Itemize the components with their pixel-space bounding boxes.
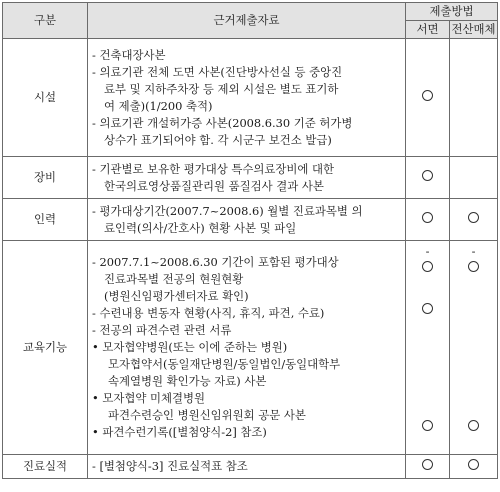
header-method: 제출방법 [406, 3, 498, 21]
category-records: 진료실적 [3, 455, 88, 479]
header-paper: 서면 [406, 21, 450, 39]
header-electronic: 전산매체 [450, 21, 498, 39]
dash-mark: - [425, 244, 430, 258]
education-line: • 모자협약병원(또는 이에 준하는 병원) [92, 340, 288, 354]
records-electronic-mark [450, 455, 498, 479]
facility-line: 상수가 표기되어야 함. 각 시군구 보건소 발급) [104, 132, 332, 147]
circle-mark [422, 90, 433, 101]
equipment-paper-mark [406, 157, 450, 199]
circle-mark [422, 420, 433, 431]
education-line: • 모자협약 미체결병원 [92, 391, 205, 405]
education-line: • 파견수런기록([별첨양식-2] 참조) [92, 425, 267, 439]
facility-electronic-mark [450, 39, 498, 157]
staff-line: 료인력(의사/간호사) 현황 사본 및 파일 [104, 220, 297, 235]
dash-mark: - [471, 244, 476, 258]
facility-line: 여 제출)(1/200 축적) [104, 98, 213, 113]
staff-paper-mark [406, 199, 450, 241]
facility-line: - 의료기관 전체 도면 사본(진단방사선실 등 중앙진 [92, 64, 343, 79]
education-line: - 2007.7.1~2008.6.30 기간이 포함된 평가대상 [92, 255, 339, 269]
circle-mark [422, 459, 433, 470]
education-items [88, 241, 406, 455]
staff-items [88, 199, 406, 241]
circle-mark [468, 261, 479, 272]
education-line: - 수련내용 변동자 현황(사직, 휴직, 파견, 수료) [92, 306, 325, 320]
header-evidence: 근거제출자료 [88, 3, 406, 39]
circle-mark [422, 170, 433, 181]
education-line: 파견수련승인 병원신임위원회 공문 사본 [108, 408, 306, 422]
education-line: 속계열병원 확인가능 자료) 사본 [108, 374, 267, 388]
circle-mark [468, 459, 479, 470]
staff-line: - 평가대상기간(2007.7~2008.6) 월별 진료과목별 의 [92, 203, 363, 218]
circle-mark [422, 303, 433, 314]
circle-mark [468, 420, 479, 431]
facility-line: 료부 및 지하주차장 등 제외 시설은 별도 표기하 [104, 81, 339, 96]
education-paper-marks [406, 241, 450, 455]
education-line: (병원신임평가센터자료 확인) [104, 289, 249, 303]
records-items [88, 455, 406, 479]
education-line: - 전공의 파견수련 관련 서류 [92, 323, 232, 337]
education-electronic-marks [450, 241, 498, 455]
facility-line: - 건축대장사본 [92, 47, 166, 62]
equipment-line: - 기관별로 보유한 평가대상 특수의료장비에 대한 [92, 161, 335, 176]
category-facility: 시설 [3, 39, 88, 157]
equipment-line: 한국의료영상품질관리원 품질검사 결과 사본 [104, 178, 324, 193]
records-line: - [별첨양식-3] 진료실적표 참조 [92, 459, 248, 473]
records-paper-mark [406, 455, 450, 479]
staff-electronic-mark [450, 199, 498, 241]
equipment-items [88, 157, 406, 199]
header-category: 구분 [3, 3, 88, 39]
circle-mark [422, 261, 433, 272]
category-staff: 인력 [3, 199, 88, 241]
facility-paper-mark [406, 39, 450, 157]
facility-line: - 의료기관 개설허가증 사본(2008.6.30 기준 허가병 [92, 115, 353, 130]
category-equipment: 장비 [3, 157, 88, 199]
circle-mark [468, 212, 479, 223]
circle-mark [422, 212, 433, 223]
education-line: 모자협약서(동일재단병원/동일법인/동일대학부 [108, 357, 341, 371]
category-education: 교육기능 [3, 241, 88, 455]
equipment-electronic-mark [450, 157, 498, 199]
education-line: 진료과목별 전공의 현원현황 [104, 272, 244, 286]
facility-items [88, 39, 406, 157]
evidence-table [2, 2, 498, 479]
